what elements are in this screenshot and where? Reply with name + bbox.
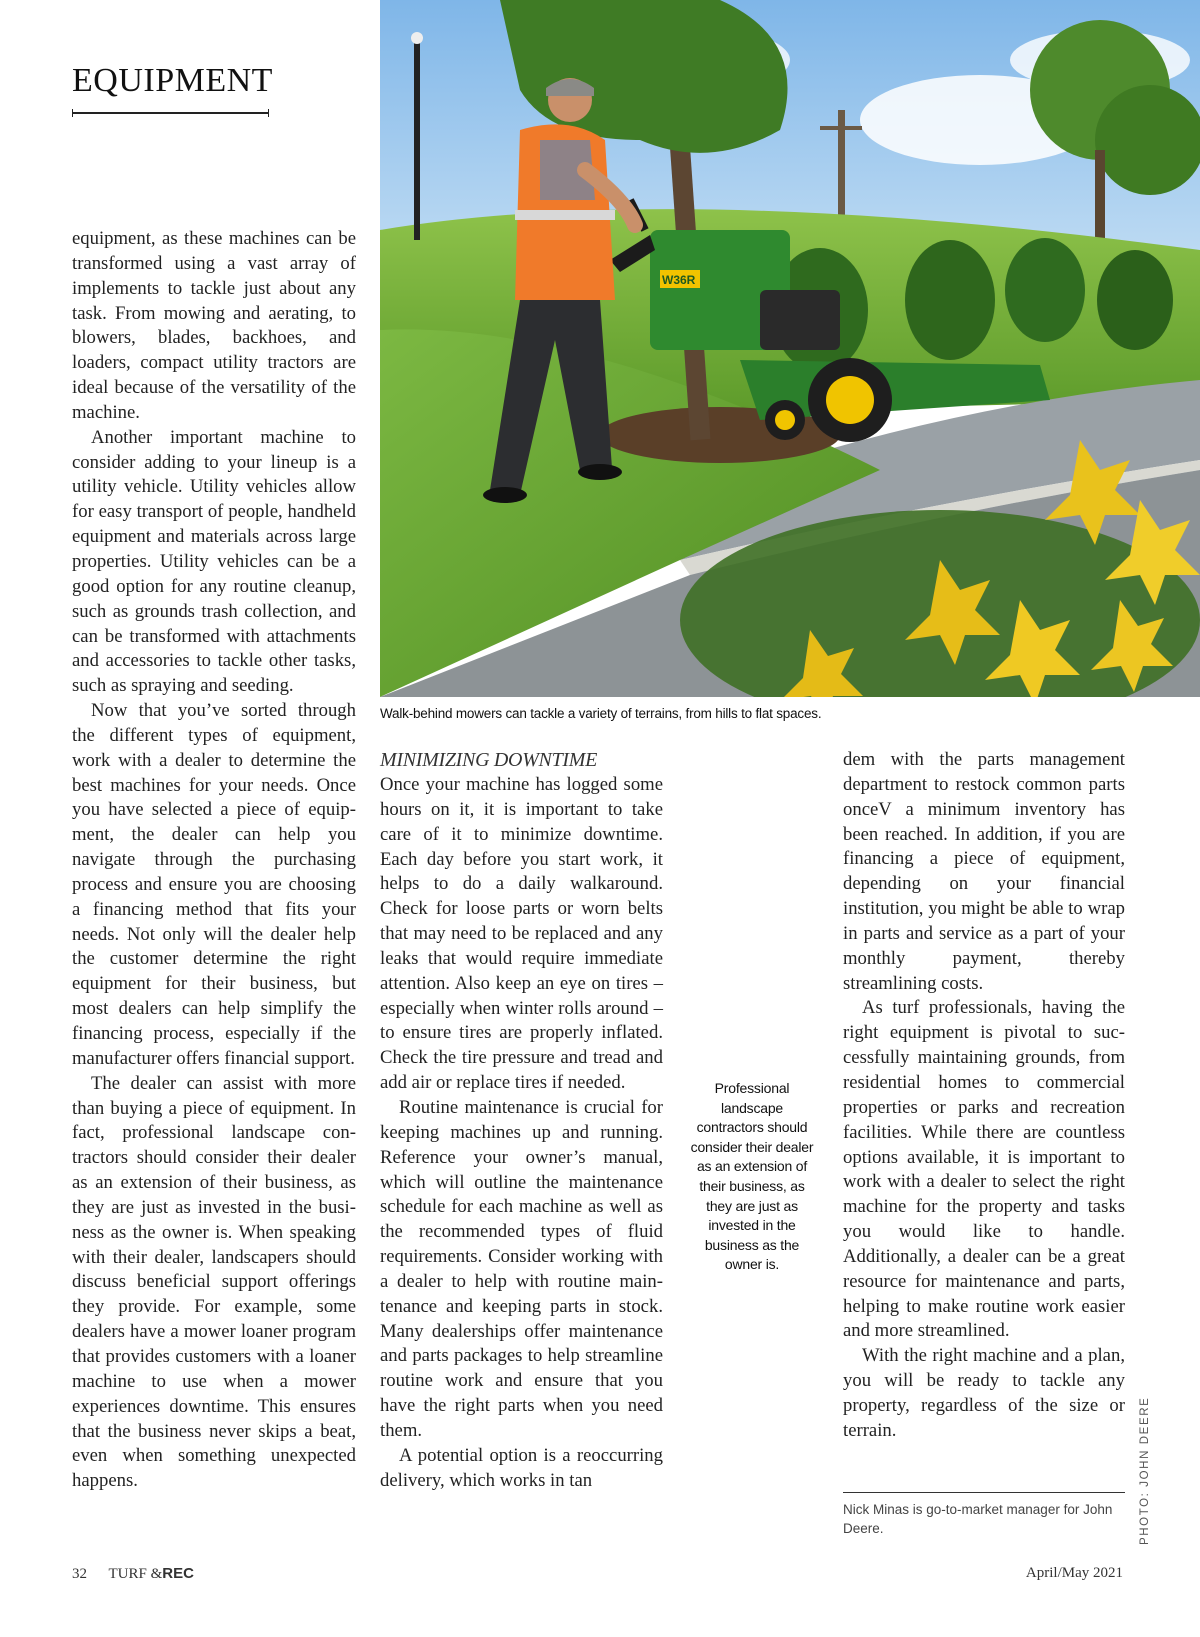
paragraph: Routine maintenance is crucial for keeping machines up and running. Reference your owner’s manual, which will outline the maintenance schedule for each machine as well as the recommended types of fluid requirements. Consider working with a dealer to help with routine maintenance and keeping parts in stock. Many dealerships offer maintenance and parts packages to help streamline routine work and ensure that you have the right parts when you need them. xyxy=(380,1096,663,1441)
article-column-3 xyxy=(843,748,1125,1444)
page-number: 32 xyxy=(72,1566,87,1582)
magazine-name-prefix: TURF & xyxy=(108,1566,163,1582)
issue-date: April/May 2021 xyxy=(1025,1565,1123,1581)
article-column-2 xyxy=(380,748,663,1493)
paragraph: Another important machine to consider adding to your lineup is a utility vehicle. Utility vehicles allow for easy transport of people, handheld equipment and materials across large properties. Utility vehicles can be a good option for any routine cleanup, such as grounds trash collection, and can be transformed with attachments and accessories to tackle other tasks, such as spraying and seeding. xyxy=(72,426,356,697)
svg-text:W36R: W36R xyxy=(662,273,696,287)
paragraph: As turf professionals, having the right equipment is pivotal to successfully maintaining grounds, from residential homes to commercial properties or parks and recreation facilities. While there are countless options available, it is important to work with a dealer to select the right machine for the property and tasks you would like to handle. Additionally, a dealer can be a great resource for maintenance and parts, helping to make routine work easier and more streamlined. xyxy=(843,997,1125,1342)
paragraph: A potential option is a reoccurring delivery, which works in tan xyxy=(380,1444,663,1491)
paragraph: Once your machine has logged some hours on it, it is important to take care of it to minimize downtime. Each day before you start work, it helps to do a daily walkaround. Check for loose parts or worn belts that may need to be replaced and any leaks that would require immediate attention. Also keep an eye on tires – especially when winter rolls around – to ensure tires are properly inflated. Check the tire pressure and tread and add air or replace tires if needed. xyxy=(380,774,663,1094)
section-title: EQUIPMENT xyxy=(72,62,273,99)
section-rule xyxy=(72,112,269,114)
article-column-1 xyxy=(72,227,356,1494)
subheading: MINIMIZING DOWNTIME xyxy=(380,749,598,771)
pull-quote: Professional landscape contractors should consider their dealer as an extension of their business, as they are just as invested in the business as the owner is. xyxy=(690,1080,814,1273)
paragraph: equipment, as these machines can be transformed using a vast array of implements to tackle just about any task. From mowing and aerating, to blowers, blades, backhoes, and loaders, compact utility tractors are ideal because of the versatility of the machine. xyxy=(72,228,356,423)
photo-illustration xyxy=(380,0,1200,697)
photo-caption: Walk-behind mowers can tackle a variety of terrains, from hills to flat spaces. xyxy=(380,706,822,721)
photo-credit: PHOTO: JOHN DEERE xyxy=(1139,1396,1151,1545)
magazine-name-bold: REC xyxy=(162,1565,194,1582)
section-header xyxy=(72,62,273,114)
landscaper-mowing-photo xyxy=(380,0,1200,697)
author-bio: Nick Minas is go-to-market manager for John Deere. xyxy=(843,1502,1113,1536)
paragraph: dem with the parts management department to restock common parts onceV a minimum inventory has been reached. In addition, if you are financing a piece of equipment, depending on your financial institution, you might be able to wrap in parts and service as a part of your monthly payment, thereby streamlining costs. xyxy=(843,749,1125,994)
paragraph: The dealer can assist with more than buying a piece of equipment. In fact, professional landscape contractors should consider their dealer as an extension of their business, as they are just as invested in the business as the owner is. When speaking with their dealer, landscapers should discuss beneficial support offerings they provide. For example, some dealers have a mower loaner program that provides customers with a loaner machine to use when a mower experiences downtime. This ensures that the business never skips a beat, even when something unexpected happens. xyxy=(72,1072,356,1492)
page-folio xyxy=(72,1565,194,1583)
paragraph: Now that you’ve sorted through the different types of equipment, work with a dealer to determine the best machines for your needs. Once you have selected a piece of equipment, the dealer can help you navigate through the purchasing process and ensure you are choosing a financing method that fits your needs. Not only will the dealer help the customer determine the right equipment for their business, but most dealers can help simplify the financing process, especially if the manufacturer offers financial support. xyxy=(72,700,356,1069)
bio-divider xyxy=(843,1492,1125,1493)
paragraph: With the right machine and a plan, you will be ready to tackle any property, regardless of the size or terrain. xyxy=(843,1345,1125,1441)
